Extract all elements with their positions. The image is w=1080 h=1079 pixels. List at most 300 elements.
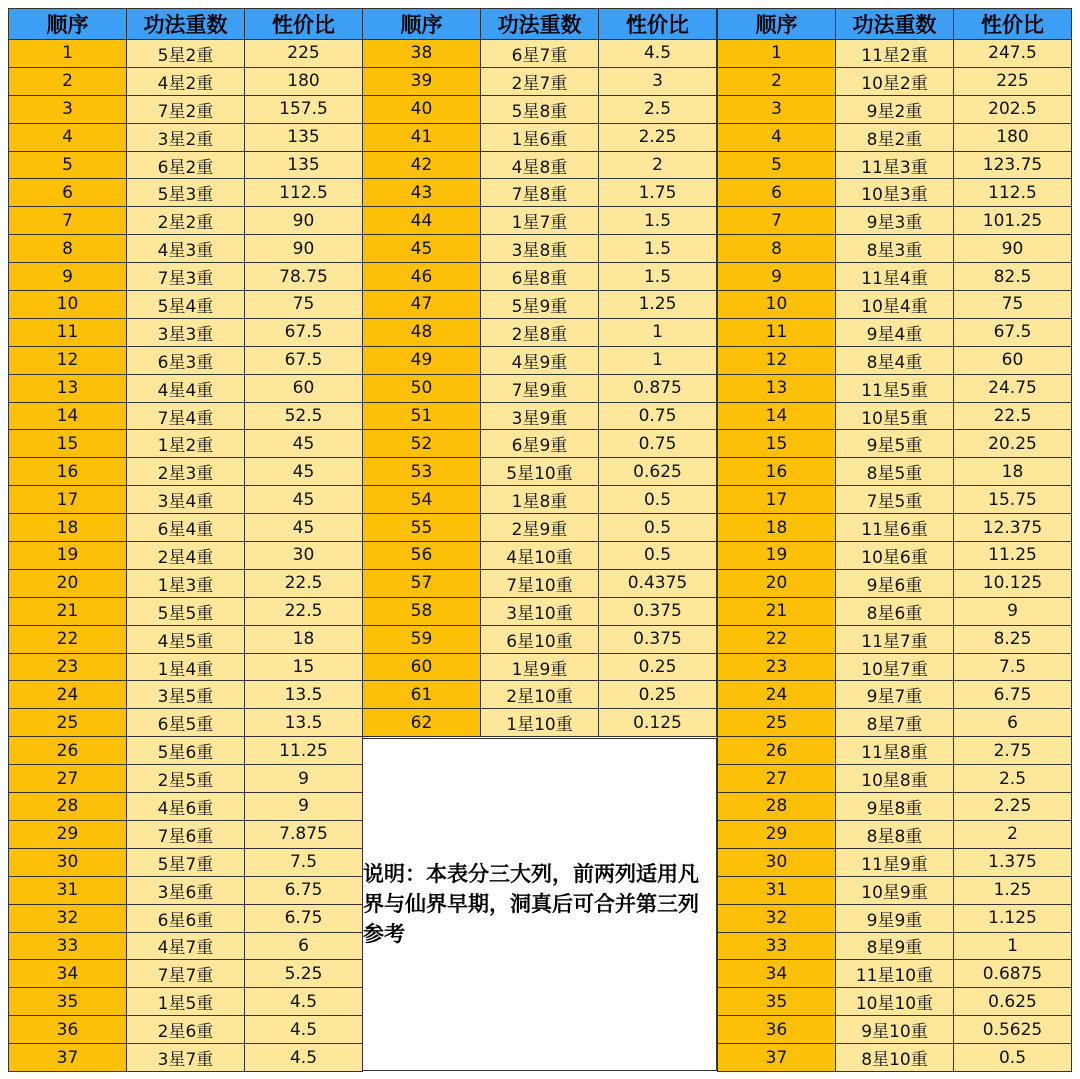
table-row xyxy=(718,458,1072,486)
index-cell: 9 xyxy=(718,263,836,291)
index-cell: 17 xyxy=(718,486,836,514)
index-cell: 21 xyxy=(9,597,127,625)
technique-level-cell: 1星8重 xyxy=(481,486,599,514)
index-cell: 53 xyxy=(363,458,481,486)
index-cell: 3 xyxy=(9,95,127,123)
table-row xyxy=(718,123,1072,151)
cost-performance-cell: 75 xyxy=(245,291,363,319)
cost-performance-cell: 1 xyxy=(599,346,717,374)
table-row xyxy=(9,374,363,402)
cost-performance-cell: 0.5625 xyxy=(954,1016,1072,1044)
table-row xyxy=(363,67,717,95)
table-row xyxy=(718,709,1072,737)
table-row xyxy=(363,40,717,68)
cost-performance-cell: 7.5 xyxy=(954,653,1072,681)
table-row xyxy=(363,486,717,514)
index-cell: 56 xyxy=(363,542,481,570)
cost-performance-cell: 1.5 xyxy=(599,263,717,291)
table-row xyxy=(718,653,1072,681)
table-row xyxy=(9,263,363,291)
cost-performance-cell: 45 xyxy=(245,486,363,514)
table-row xyxy=(363,681,717,709)
table-row xyxy=(718,95,1072,123)
technique-level-cell: 7星9重 xyxy=(481,374,599,402)
table-row xyxy=(363,179,717,207)
table-row xyxy=(9,737,363,765)
cost-performance-cell: 0.5 xyxy=(954,1044,1072,1072)
technique-level-cell: 3星4重 xyxy=(127,486,245,514)
cost-performance-cell: 9 xyxy=(245,765,363,793)
table-row xyxy=(9,988,363,1016)
technique-level-cell: 9星6重 xyxy=(836,569,954,597)
index-cell: 54 xyxy=(363,486,481,514)
index-cell: 48 xyxy=(363,318,481,346)
cost-performance-cell: 4.5 xyxy=(245,1016,363,1044)
index-cell: 11 xyxy=(718,318,836,346)
index-cell: 1 xyxy=(718,40,836,68)
cost-performance-cell: 9 xyxy=(954,597,1072,625)
table-row xyxy=(718,235,1072,263)
cost-performance-cell: 13.5 xyxy=(245,681,363,709)
technique-level-cell: 9星9重 xyxy=(836,904,954,932)
technique-level-cell: 3星3重 xyxy=(127,318,245,346)
index-cell: 60 xyxy=(363,653,481,681)
table-row xyxy=(9,569,363,597)
technique-level-cell: 7星8重 xyxy=(481,179,599,207)
index-cell: 34 xyxy=(9,960,127,988)
technique-level-cell: 11星4重 xyxy=(836,263,954,291)
technique-level-cell: 2星2重 xyxy=(127,207,245,235)
technique-level-cell: 7星4重 xyxy=(127,402,245,430)
technique-level-cell: 3星2重 xyxy=(127,123,245,151)
table-row xyxy=(718,67,1072,95)
index-cell: 3 xyxy=(718,95,836,123)
technique-level-cell: 11星10重 xyxy=(836,960,954,988)
cost-performance-cell: 4.5 xyxy=(245,988,363,1016)
technique-level-cell: 11星3重 xyxy=(836,151,954,179)
header-technique-level: 功法重数 xyxy=(481,9,599,40)
index-cell: 57 xyxy=(363,569,481,597)
table-row xyxy=(9,793,363,821)
cost-performance-cell: 67.5 xyxy=(954,318,1072,346)
technique-level-cell: 2星6重 xyxy=(127,1016,245,1044)
index-cell: 62 xyxy=(363,709,481,737)
table-row xyxy=(718,569,1072,597)
table-row xyxy=(718,263,1072,291)
technique-level-cell: 3星9重 xyxy=(481,402,599,430)
index-cell: 32 xyxy=(9,904,127,932)
table-row xyxy=(9,123,363,151)
cost-performance-cell: 123.75 xyxy=(954,151,1072,179)
technique-level-cell: 1星4重 xyxy=(127,653,245,681)
index-cell: 25 xyxy=(9,709,127,737)
cost-performance-cell: 22.5 xyxy=(245,569,363,597)
index-cell: 7 xyxy=(718,207,836,235)
table-row xyxy=(9,514,363,542)
cost-performance-cell: 18 xyxy=(954,458,1072,486)
technique-level-cell: 6星2重 xyxy=(127,151,245,179)
cost-performance-cell: 0.4375 xyxy=(599,569,717,597)
table-row xyxy=(718,1016,1072,1044)
table-row xyxy=(718,820,1072,848)
cost-performance-cell: 13.5 xyxy=(245,709,363,737)
technique-level-cell: 1星7重 xyxy=(481,207,599,235)
cost-performance-cell: 8.25 xyxy=(954,625,1072,653)
table-row xyxy=(718,374,1072,402)
technique-level-cell: 4星9重 xyxy=(481,346,599,374)
table-row xyxy=(718,960,1072,988)
index-cell: 15 xyxy=(9,430,127,458)
cost-performance-cell: 20.25 xyxy=(954,430,1072,458)
cost-performance-cell: 0.125 xyxy=(599,709,717,737)
cost-performance-cell: 18 xyxy=(245,625,363,653)
cost-performance-cell: 67.5 xyxy=(245,318,363,346)
table-row xyxy=(9,876,363,904)
cost-performance-cell: 247.5 xyxy=(954,40,1072,68)
cost-performance-cell: 1.75 xyxy=(599,179,717,207)
header-index: 顺序 xyxy=(9,9,127,40)
cost-performance-cell: 6.75 xyxy=(245,876,363,904)
index-cell: 27 xyxy=(9,765,127,793)
table-row xyxy=(718,793,1072,821)
technique-level-cell: 2星4重 xyxy=(127,542,245,570)
index-cell: 58 xyxy=(363,597,481,625)
table-row xyxy=(718,876,1072,904)
technique-level-cell: 5星3重 xyxy=(127,179,245,207)
table-row xyxy=(363,430,717,458)
cost-performance-cell: 225 xyxy=(954,67,1072,95)
technique-level-cell: 4星5重 xyxy=(127,625,245,653)
table-row xyxy=(9,1044,363,1072)
cost-performance-cell: 9 xyxy=(245,793,363,821)
index-cell: 15 xyxy=(718,430,836,458)
index-cell: 21 xyxy=(718,597,836,625)
table-row xyxy=(718,402,1072,430)
technique-level-cell: 1星5重 xyxy=(127,988,245,1016)
table-row xyxy=(9,486,363,514)
technique-level-cell: 4星7重 xyxy=(127,932,245,960)
index-cell: 19 xyxy=(9,542,127,570)
cost-performance-cell: 3 xyxy=(599,67,717,95)
table-row xyxy=(718,151,1072,179)
cost-performance-cell: 4.5 xyxy=(599,40,717,68)
cultivation-table-2 xyxy=(362,8,717,737)
technique-level-cell: 7星5重 xyxy=(836,486,954,514)
technique-level-cell: 3星7重 xyxy=(127,1044,245,1072)
cost-performance-cell: 45 xyxy=(245,514,363,542)
technique-level-cell: 8星4重 xyxy=(836,346,954,374)
header-row xyxy=(718,9,1072,40)
cost-performance-cell: 0.375 xyxy=(599,625,717,653)
table-row xyxy=(9,1016,363,1044)
technique-level-cell: 2星5重 xyxy=(127,765,245,793)
table-row xyxy=(363,207,717,235)
index-cell: 23 xyxy=(9,653,127,681)
table-row xyxy=(363,402,717,430)
table-row xyxy=(718,932,1072,960)
cultivation-table-3 xyxy=(717,8,1072,1072)
technique-level-cell: 9星8重 xyxy=(836,793,954,821)
technique-level-cell: 8星9重 xyxy=(836,932,954,960)
cost-performance-cell: 0.25 xyxy=(599,681,717,709)
technique-level-cell: 10星3重 xyxy=(836,179,954,207)
index-cell: 40 xyxy=(363,95,481,123)
technique-level-cell: 8星8重 xyxy=(836,820,954,848)
cost-performance-cell: 0.75 xyxy=(599,430,717,458)
index-cell: 33 xyxy=(718,932,836,960)
cost-performance-cell: 6.75 xyxy=(954,681,1072,709)
index-cell: 41 xyxy=(363,123,481,151)
table-row xyxy=(9,458,363,486)
cost-performance-cell: 24.75 xyxy=(954,374,1072,402)
index-cell: 33 xyxy=(9,932,127,960)
index-cell: 14 xyxy=(718,402,836,430)
cost-performance-cell: 22.5 xyxy=(245,597,363,625)
index-cell: 5 xyxy=(718,151,836,179)
index-cell: 29 xyxy=(718,820,836,848)
cost-performance-cell: 15 xyxy=(245,653,363,681)
cost-performance-cell: 135 xyxy=(245,151,363,179)
index-cell: 49 xyxy=(363,346,481,374)
index-cell: 12 xyxy=(9,346,127,374)
cost-performance-cell: 7.875 xyxy=(245,820,363,848)
technique-level-cell: 2星10重 xyxy=(481,681,599,709)
technique-level-cell: 4星8重 xyxy=(481,151,599,179)
table-row xyxy=(718,848,1072,876)
technique-level-cell: 8星2重 xyxy=(836,123,954,151)
index-cell: 6 xyxy=(718,179,836,207)
cost-performance-cell: 0.625 xyxy=(954,988,1072,1016)
index-cell: 10 xyxy=(718,291,836,319)
table-row xyxy=(363,625,717,653)
index-cell: 10 xyxy=(9,291,127,319)
cost-performance-cell: 22.5 xyxy=(954,402,1072,430)
technique-level-cell: 1星6重 xyxy=(481,123,599,151)
cost-performance-cell: 6 xyxy=(245,932,363,960)
cost-performance-cell: 0.5 xyxy=(599,514,717,542)
index-cell: 59 xyxy=(363,625,481,653)
header-index: 顺序 xyxy=(718,9,836,40)
header-technique-level: 功法重数 xyxy=(127,9,245,40)
index-cell: 47 xyxy=(363,291,481,319)
cost-performance-cell: 60 xyxy=(954,346,1072,374)
index-cell: 28 xyxy=(9,793,127,821)
technique-level-cell: 6星4重 xyxy=(127,514,245,542)
cost-performance-cell: 0.75 xyxy=(599,402,717,430)
cost-performance-cell: 2.5 xyxy=(954,765,1072,793)
technique-level-cell: 10星6重 xyxy=(836,542,954,570)
table-row xyxy=(363,569,717,597)
index-cell: 61 xyxy=(363,681,481,709)
cost-performance-cell: 82.5 xyxy=(954,263,1072,291)
technique-level-cell: 7星7重 xyxy=(127,960,245,988)
table-row xyxy=(718,486,1072,514)
technique-level-cell: 2星9重 xyxy=(481,514,599,542)
index-cell: 1 xyxy=(9,40,127,68)
table-row xyxy=(718,318,1072,346)
cost-performance-cell: 180 xyxy=(954,123,1072,151)
technique-level-cell: 2星8重 xyxy=(481,318,599,346)
technique-level-cell: 10星4重 xyxy=(836,291,954,319)
cost-performance-cell: 45 xyxy=(245,458,363,486)
cost-performance-cell: 11.25 xyxy=(245,737,363,765)
technique-level-cell: 10星7重 xyxy=(836,653,954,681)
index-cell: 2 xyxy=(9,67,127,95)
cost-performance-cell: 7.5 xyxy=(245,848,363,876)
index-cell: 30 xyxy=(9,848,127,876)
cost-performance-cell: 1 xyxy=(599,318,717,346)
technique-level-cell: 3星10重 xyxy=(481,597,599,625)
technique-level-cell: 5星5重 xyxy=(127,597,245,625)
table-row xyxy=(363,542,717,570)
technique-level-cell: 7星3重 xyxy=(127,263,245,291)
index-cell: 39 xyxy=(363,67,481,95)
index-cell: 36 xyxy=(718,1016,836,1044)
technique-level-cell: 1星3重 xyxy=(127,569,245,597)
table-row xyxy=(9,207,363,235)
index-cell: 50 xyxy=(363,374,481,402)
table-row xyxy=(9,95,363,123)
cost-performance-cell: 60 xyxy=(245,374,363,402)
cost-performance-cell: 0.5 xyxy=(599,542,717,570)
cost-performance-cell: 90 xyxy=(245,207,363,235)
cost-performance-cell: 1.25 xyxy=(954,876,1072,904)
index-cell: 5 xyxy=(9,151,127,179)
index-cell: 16 xyxy=(9,458,127,486)
technique-level-cell: 3星8重 xyxy=(481,235,599,263)
technique-level-cell: 10星8重 xyxy=(836,765,954,793)
cost-performance-cell: 0.875 xyxy=(599,374,717,402)
index-cell: 32 xyxy=(718,904,836,932)
table-row xyxy=(718,514,1072,542)
index-cell: 46 xyxy=(363,263,481,291)
technique-level-cell: 6星8重 xyxy=(481,263,599,291)
table-row xyxy=(9,151,363,179)
index-cell: 7 xyxy=(9,207,127,235)
table-row xyxy=(363,374,717,402)
table-row xyxy=(9,709,363,737)
cost-performance-cell: 52.5 xyxy=(245,402,363,430)
cultivation-table-1 xyxy=(8,8,363,1072)
table-row xyxy=(9,960,363,988)
table-row xyxy=(718,988,1072,1016)
cost-performance-cell: 2.5 xyxy=(599,95,717,123)
technique-level-cell: 7星10重 xyxy=(481,569,599,597)
technique-level-cell: 9星7重 xyxy=(836,681,954,709)
index-cell: 38 xyxy=(363,40,481,68)
index-cell: 25 xyxy=(718,709,836,737)
index-cell: 8 xyxy=(9,235,127,263)
index-cell: 35 xyxy=(718,988,836,1016)
table-row xyxy=(9,681,363,709)
header-cost-performance: 性价比 xyxy=(954,9,1072,40)
table-row xyxy=(9,542,363,570)
technique-level-cell: 4星2重 xyxy=(127,67,245,95)
table-row xyxy=(363,291,717,319)
index-cell: 8 xyxy=(718,235,836,263)
index-cell: 17 xyxy=(9,486,127,514)
index-cell: 11 xyxy=(9,318,127,346)
cost-performance-cell: 78.75 xyxy=(245,263,363,291)
index-cell: 20 xyxy=(9,569,127,597)
table-row xyxy=(363,318,717,346)
cost-performance-cell: 1.125 xyxy=(954,904,1072,932)
table-row xyxy=(718,179,1072,207)
index-cell: 29 xyxy=(9,820,127,848)
cost-performance-cell: 225 xyxy=(245,40,363,68)
technique-level-cell: 10星9重 xyxy=(836,876,954,904)
index-cell: 55 xyxy=(363,514,481,542)
technique-level-cell: 5星7重 xyxy=(127,848,245,876)
table-row xyxy=(718,1044,1072,1072)
technique-level-cell: 8星10重 xyxy=(836,1044,954,1072)
technique-level-cell: 4星10重 xyxy=(481,542,599,570)
index-cell: 24 xyxy=(718,681,836,709)
header-index: 顺序 xyxy=(363,9,481,40)
technique-level-cell: 6星5重 xyxy=(127,709,245,737)
index-cell: 37 xyxy=(9,1044,127,1072)
index-cell: 16 xyxy=(718,458,836,486)
index-cell: 45 xyxy=(363,235,481,263)
technique-level-cell: 6星3重 xyxy=(127,346,245,374)
index-cell: 23 xyxy=(718,653,836,681)
table-row xyxy=(718,904,1072,932)
table-row xyxy=(718,597,1072,625)
cost-performance-cell: 0.6875 xyxy=(954,960,1072,988)
table-row xyxy=(363,346,717,374)
note-text: 说明：本表分三大列，前两列适用凡界与仙界早期，洞真后可合并第三列参考 xyxy=(363,862,699,946)
index-cell: 18 xyxy=(718,514,836,542)
table-row xyxy=(718,625,1072,653)
technique-level-cell: 10星2重 xyxy=(836,67,954,95)
table-row xyxy=(363,514,717,542)
table-row xyxy=(9,904,363,932)
table-row xyxy=(363,597,717,625)
index-cell: 6 xyxy=(9,179,127,207)
technique-level-cell: 11星5重 xyxy=(836,374,954,402)
table-row xyxy=(363,123,717,151)
technique-level-cell: 5星9重 xyxy=(481,291,599,319)
cost-performance-cell: 135 xyxy=(245,123,363,151)
table-row xyxy=(363,235,717,263)
cost-performance-cell: 1.375 xyxy=(954,848,1072,876)
table-row xyxy=(9,40,363,68)
table-row xyxy=(363,95,717,123)
cost-performance-cell: 67.5 xyxy=(245,346,363,374)
header-cost-performance: 性价比 xyxy=(599,9,717,40)
cost-performance-cell: 6 xyxy=(954,709,1072,737)
index-cell: 9 xyxy=(9,263,127,291)
cost-performance-cell: 2 xyxy=(599,151,717,179)
cost-performance-cell: 1.5 xyxy=(599,235,717,263)
index-cell: 31 xyxy=(9,876,127,904)
index-cell: 22 xyxy=(718,625,836,653)
table-row xyxy=(718,737,1072,765)
index-cell: 37 xyxy=(718,1044,836,1072)
table-row xyxy=(9,67,363,95)
cost-performance-cell: 4.5 xyxy=(245,1044,363,1072)
cost-performance-cell: 11.25 xyxy=(954,542,1072,570)
cost-performance-cell: 75 xyxy=(954,291,1072,319)
table-row xyxy=(718,430,1072,458)
index-cell: 30 xyxy=(718,848,836,876)
technique-level-cell: 10星5重 xyxy=(836,402,954,430)
cost-performance-cell: 202.5 xyxy=(954,95,1072,123)
index-cell: 22 xyxy=(9,625,127,653)
cost-performance-cell: 0.5 xyxy=(599,486,717,514)
technique-level-cell: 3星5重 xyxy=(127,681,245,709)
cost-performance-cell: 90 xyxy=(954,235,1072,263)
